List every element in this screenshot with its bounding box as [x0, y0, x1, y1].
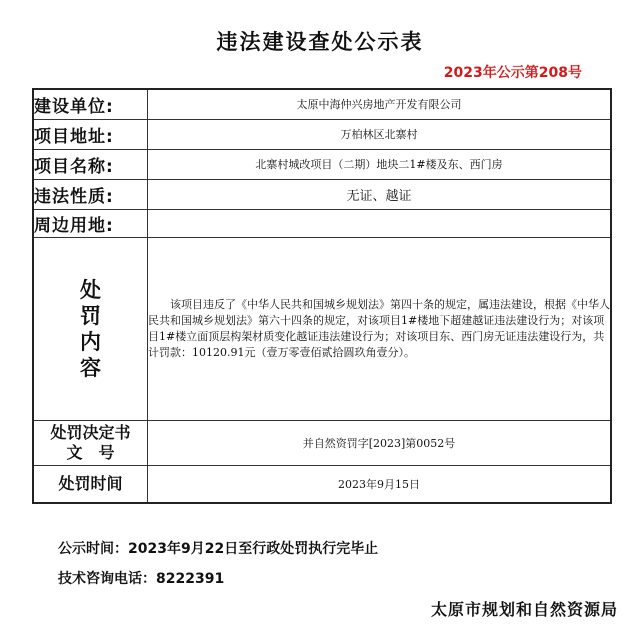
label-project-address: 项目地址:: [33, 119, 148, 149]
value-project-name: 北寨村城改项目（二期）地块二1#楼及东、西门房: [148, 149, 612, 179]
label-punishment-time: 处罚时间: [33, 465, 148, 503]
value-project-address: 万柏林区北寨村: [148, 119, 612, 149]
page-title: 违法建设查处公示表: [216, 30, 424, 54]
table-row-unit: [33, 89, 611, 119]
label-project-name: 项目名称:: [33, 149, 148, 179]
label-decision-line2: 文 号: [66, 442, 115, 462]
punishment-content-cell: [148, 237, 612, 420]
value-violation-nature: 无证、越证: [148, 179, 612, 209]
notice-table: [32, 88, 612, 504]
value-surrounding-land: [148, 209, 612, 237]
label-construction-unit: 建设单位:: [33, 89, 148, 119]
issuing-organization: 太原市规划和自然资源局: [430, 600, 618, 619]
label-char: 罚: [80, 303, 101, 328]
label-char: 处: [80, 277, 101, 302]
value-decision-number: 并自然资罚字[2023]第0052号: [148, 420, 612, 465]
table-row-landuse: [33, 209, 611, 237]
table-row-decision: [33, 420, 611, 465]
label-char: 容: [80, 355, 101, 380]
value-punishment-time: 2023年9月15日: [148, 465, 612, 503]
value-construction-unit: 太原中海仲兴房地产开发有限公司: [148, 89, 612, 119]
table-row-name: [33, 149, 611, 179]
publish-time: 公示时间：2023年9月22日至行政处罚执行完毕止: [58, 541, 379, 557]
label-punishment-content: [33, 237, 148, 420]
consult-phone: 技术咨询电话：8222391: [58, 571, 225, 587]
label-surrounding-land: 周边用地:: [33, 209, 148, 237]
label-violation-nature: 违法性质:: [33, 179, 148, 209]
label-decision-line1: 处罚决定书: [50, 422, 131, 442]
label-char: 内: [80, 329, 101, 354]
doc-number: 2023年公示第208号: [443, 65, 582, 81]
table-row-nature: [33, 179, 611, 209]
label-decision-number: [33, 420, 148, 465]
table-row-time: [33, 465, 611, 503]
table-row-punishment: [33, 237, 611, 420]
punishment-content-text: 该项目违反了《中华人民共和国城乡规划法》第四十条的规定，属违法建设，根据《中华人民共和国城乡规划法》第六十四条的规定，对该项目1#楼地下超建越证违法建设行为；对该项目1#楼立面顶层构架材质变化越证违法建设行为；对该项目东、西门房无证违法建设行为，共计罚款：10120.91元（壹万零壹佰贰拾圆玖角壹分）。: [148, 297, 610, 359]
table-row-address: [33, 119, 611, 149]
